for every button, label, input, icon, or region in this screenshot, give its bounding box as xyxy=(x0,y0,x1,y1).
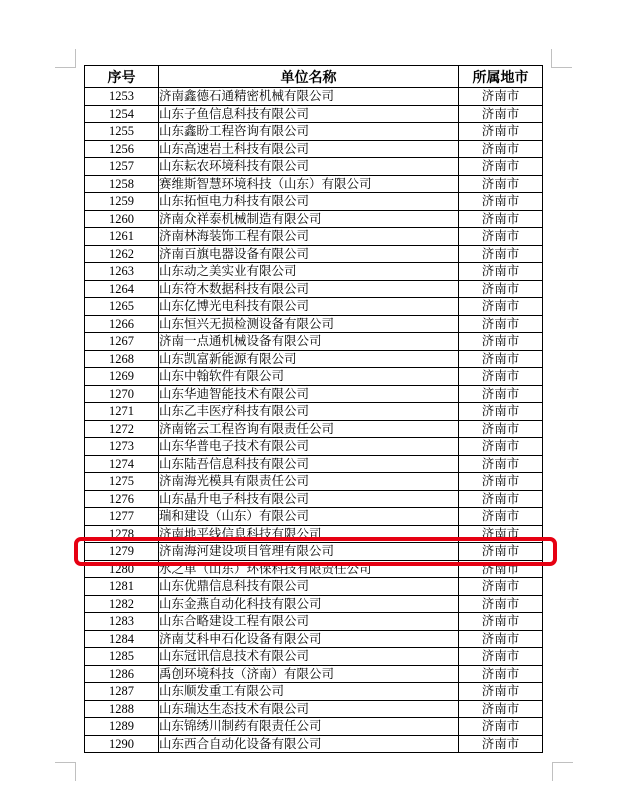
company-name-cell: 山东子鱼信息科技有限公司 xyxy=(159,105,459,123)
company-name-cell: 山东西合自动化设备有限公司 xyxy=(159,735,459,753)
city-cell: 济南市 xyxy=(459,665,543,683)
city-cell: 济南市 xyxy=(459,543,543,561)
table-row xyxy=(85,543,543,561)
city-cell: 济南市 xyxy=(459,700,543,718)
table-row xyxy=(85,718,543,736)
company-name-cell: 山东华普电子技术有限公司 xyxy=(159,438,459,456)
serial-number-cell: 1282 xyxy=(85,595,159,613)
city-cell: 济南市 xyxy=(459,280,543,298)
city-cell: 济南市 xyxy=(459,403,543,421)
table-row xyxy=(85,193,543,211)
table-row xyxy=(85,420,543,438)
company-name-cell: 山东锦绣川制药有限责任公司 xyxy=(159,718,459,736)
city-cell: 济南市 xyxy=(459,560,543,578)
table-row xyxy=(85,403,543,421)
company-name-cell: 山东瑞达生态技术有限公司 xyxy=(159,700,459,718)
table-row xyxy=(85,630,543,648)
city-cell: 济南市 xyxy=(459,263,543,281)
city-cell: 济南市 xyxy=(459,88,543,106)
serial-number-cell: 1288 xyxy=(85,700,159,718)
serial-number-cell: 1289 xyxy=(85,718,159,736)
table-row xyxy=(85,735,543,753)
table-row xyxy=(85,508,543,526)
city-cell: 济南市 xyxy=(459,245,543,263)
table-row xyxy=(85,175,543,193)
city-cell: 济南市 xyxy=(459,595,543,613)
city-cell: 济南市 xyxy=(459,525,543,543)
city-cell: 济南市 xyxy=(459,455,543,473)
company-name-cell: 济南林海装饰工程有限公司 xyxy=(159,228,459,246)
table-row xyxy=(85,578,543,596)
city-cell: 济南市 xyxy=(459,333,543,351)
table-row xyxy=(85,455,543,473)
table-row xyxy=(85,280,543,298)
serial-number-cell: 1265 xyxy=(85,298,159,316)
city-cell: 济南市 xyxy=(459,508,543,526)
company-name-cell: 济南众祥泰机械制造有限公司 xyxy=(159,210,459,228)
city-cell: 济南市 xyxy=(459,298,543,316)
company-name-cell: 山东恒兴无损检测设备有限公司 xyxy=(159,315,459,333)
city-cell: 济南市 xyxy=(459,473,543,491)
company-name-cell: 山东晶升电子科技有限公司 xyxy=(159,490,459,508)
company-name-cell: 山东顺发重工有限公司 xyxy=(159,683,459,701)
company-name-cell: 山东凯富新能源有限公司 xyxy=(159,350,459,368)
company-name-cell: 济南铭云工程咨询有限责任公司 xyxy=(159,420,459,438)
table-row xyxy=(85,88,543,106)
table-row xyxy=(85,368,543,386)
table-row xyxy=(85,105,543,123)
table-row xyxy=(85,560,543,578)
city-cell: 济南市 xyxy=(459,385,543,403)
city-cell: 济南市 xyxy=(459,683,543,701)
serial-number-cell: 1256 xyxy=(85,140,159,158)
table-row xyxy=(85,700,543,718)
table-row xyxy=(85,333,543,351)
table-row xyxy=(85,665,543,683)
table-row xyxy=(85,210,543,228)
serial-number-cell: 1259 xyxy=(85,193,159,211)
serial-number-cell: 1257 xyxy=(85,158,159,176)
company-name-cell: 山东高速岩土科技有限公司 xyxy=(159,140,459,158)
table-body xyxy=(85,88,543,753)
serial-number-cell: 1258 xyxy=(85,175,159,193)
city-cell: 济南市 xyxy=(459,718,543,736)
table-row xyxy=(85,123,543,141)
page-margin-mark-bottom-left xyxy=(55,762,76,781)
table-header-row xyxy=(85,66,543,88)
serial-number-cell: 1275 xyxy=(85,473,159,491)
serial-number-cell: 1268 xyxy=(85,350,159,368)
serial-number-cell: 1263 xyxy=(85,263,159,281)
header-city: 所属地市 xyxy=(459,66,543,88)
table-row xyxy=(85,263,543,281)
serial-number-cell: 1271 xyxy=(85,403,159,421)
table-row xyxy=(85,490,543,508)
company-name-cell: 济南海河建设项目管理有限公司 xyxy=(159,543,459,561)
table-row xyxy=(85,595,543,613)
city-cell: 济南市 xyxy=(459,193,543,211)
serial-number-cell: 1274 xyxy=(85,455,159,473)
company-name-cell: 山东陆吾信息科技有限公司 xyxy=(159,455,459,473)
city-cell: 济南市 xyxy=(459,578,543,596)
serial-number-cell: 1283 xyxy=(85,613,159,631)
company-name-cell: 济南一点通机械设备有限公司 xyxy=(159,333,459,351)
serial-number-cell: 1290 xyxy=(85,735,159,753)
serial-number-cell: 1270 xyxy=(85,385,159,403)
table-row xyxy=(85,473,543,491)
serial-number-cell: 1278 xyxy=(85,525,159,543)
serial-number-cell: 1279 xyxy=(85,543,159,561)
city-cell: 济南市 xyxy=(459,315,543,333)
company-name-cell: 山东耘农环境科技有限公司 xyxy=(159,158,459,176)
city-cell: 济南市 xyxy=(459,735,543,753)
serial-number-cell: 1266 xyxy=(85,315,159,333)
company-name-cell: 济南鑫德石通精密机械有限公司 xyxy=(159,88,459,106)
serial-number-cell: 1285 xyxy=(85,648,159,666)
city-cell: 济南市 xyxy=(459,105,543,123)
serial-number-cell: 1261 xyxy=(85,228,159,246)
serial-number-cell: 1260 xyxy=(85,210,159,228)
company-name-cell: 山东亿博光电科技有限公司 xyxy=(159,298,459,316)
company-name-cell: 山东华迪智能技术有限公司 xyxy=(159,385,459,403)
company-name-cell: 济南地平线信息科技有限公司 xyxy=(159,525,459,543)
serial-number-cell: 1273 xyxy=(85,438,159,456)
table-row xyxy=(85,158,543,176)
serial-number-cell: 1264 xyxy=(85,280,159,298)
serial-number-cell: 1276 xyxy=(85,490,159,508)
company-roster-table xyxy=(84,65,543,753)
company-name-cell: 济南海光模具有限责任公司 xyxy=(159,473,459,491)
page-margin-mark-bottom-right xyxy=(552,762,573,781)
header-serial-number: 序号 xyxy=(85,66,159,88)
city-cell: 济南市 xyxy=(459,210,543,228)
company-name-cell: 山东拓恒电力科技有限公司 xyxy=(159,193,459,211)
serial-number-cell: 1255 xyxy=(85,123,159,141)
table-row xyxy=(85,298,543,316)
serial-number-cell: 1267 xyxy=(85,333,159,351)
company-name-cell: 山东鑫盼工程咨询有限公司 xyxy=(159,123,459,141)
city-cell: 济南市 xyxy=(459,420,543,438)
serial-number-cell: 1284 xyxy=(85,630,159,648)
serial-number-cell: 1269 xyxy=(85,368,159,386)
company-name-cell: 禹创环境科技（济南）有限公司 xyxy=(159,665,459,683)
serial-number-cell: 1272 xyxy=(85,420,159,438)
table-row xyxy=(85,683,543,701)
city-cell: 济南市 xyxy=(459,123,543,141)
company-name-cell: 济南百旗电器设备有限公司 xyxy=(159,245,459,263)
city-cell: 济南市 xyxy=(459,490,543,508)
table-row xyxy=(85,350,543,368)
company-name-cell: 山东金燕自动化科技有限公司 xyxy=(159,595,459,613)
city-cell: 济南市 xyxy=(459,438,543,456)
city-cell: 济南市 xyxy=(459,630,543,648)
serial-number-cell: 1253 xyxy=(85,88,159,106)
serial-number-cell: 1254 xyxy=(85,105,159,123)
company-name-cell: 山东动之美实业有限公司 xyxy=(159,263,459,281)
serial-number-cell: 1286 xyxy=(85,665,159,683)
city-cell: 济南市 xyxy=(459,140,543,158)
city-cell: 济南市 xyxy=(459,350,543,368)
table-row xyxy=(85,245,543,263)
city-cell: 济南市 xyxy=(459,613,543,631)
company-name-cell: 山东合略建设工程有限公司 xyxy=(159,613,459,631)
company-name-cell: 山东冠讯信息技术有限公司 xyxy=(159,648,459,666)
company-name-cell: 济南艾科申石化设备有限公司 xyxy=(159,630,459,648)
table-row xyxy=(85,525,543,543)
company-name-cell: 山东符木数据科技有限公司 xyxy=(159,280,459,298)
serial-number-cell: 1277 xyxy=(85,508,159,526)
city-cell: 济南市 xyxy=(459,648,543,666)
table-row xyxy=(85,438,543,456)
table-row xyxy=(85,385,543,403)
company-name-cell: 山东中翰软件有限公司 xyxy=(159,368,459,386)
serial-number-cell: 1280 xyxy=(85,560,159,578)
table-row xyxy=(85,315,543,333)
table-row xyxy=(85,228,543,246)
city-cell: 济南市 xyxy=(459,175,543,193)
serial-number-cell: 1287 xyxy=(85,683,159,701)
table-row xyxy=(85,613,543,631)
company-name-cell: 水之单（山东）环保科技有限责任公司 xyxy=(159,560,459,578)
page-margin-mark-top-right xyxy=(551,49,572,68)
page-margin-mark-top-left xyxy=(55,49,76,68)
city-cell: 济南市 xyxy=(459,228,543,246)
table-row xyxy=(85,648,543,666)
table-row xyxy=(85,140,543,158)
serial-number-cell: 1262 xyxy=(85,245,159,263)
city-cell: 济南市 xyxy=(459,158,543,176)
serial-number-cell: 1281 xyxy=(85,578,159,596)
company-name-cell: 瑞和建设（山东）有限公司 xyxy=(159,508,459,526)
header-company-name: 单位名称 xyxy=(159,66,459,88)
city-cell: 济南市 xyxy=(459,368,543,386)
company-name-cell: 赛维斯智慧环境科技（山东）有限公司 xyxy=(159,175,459,193)
company-name-cell: 山东乙丰医疗科技有限公司 xyxy=(159,403,459,421)
company-name-cell: 山东优鼎信息科技有限公司 xyxy=(159,578,459,596)
